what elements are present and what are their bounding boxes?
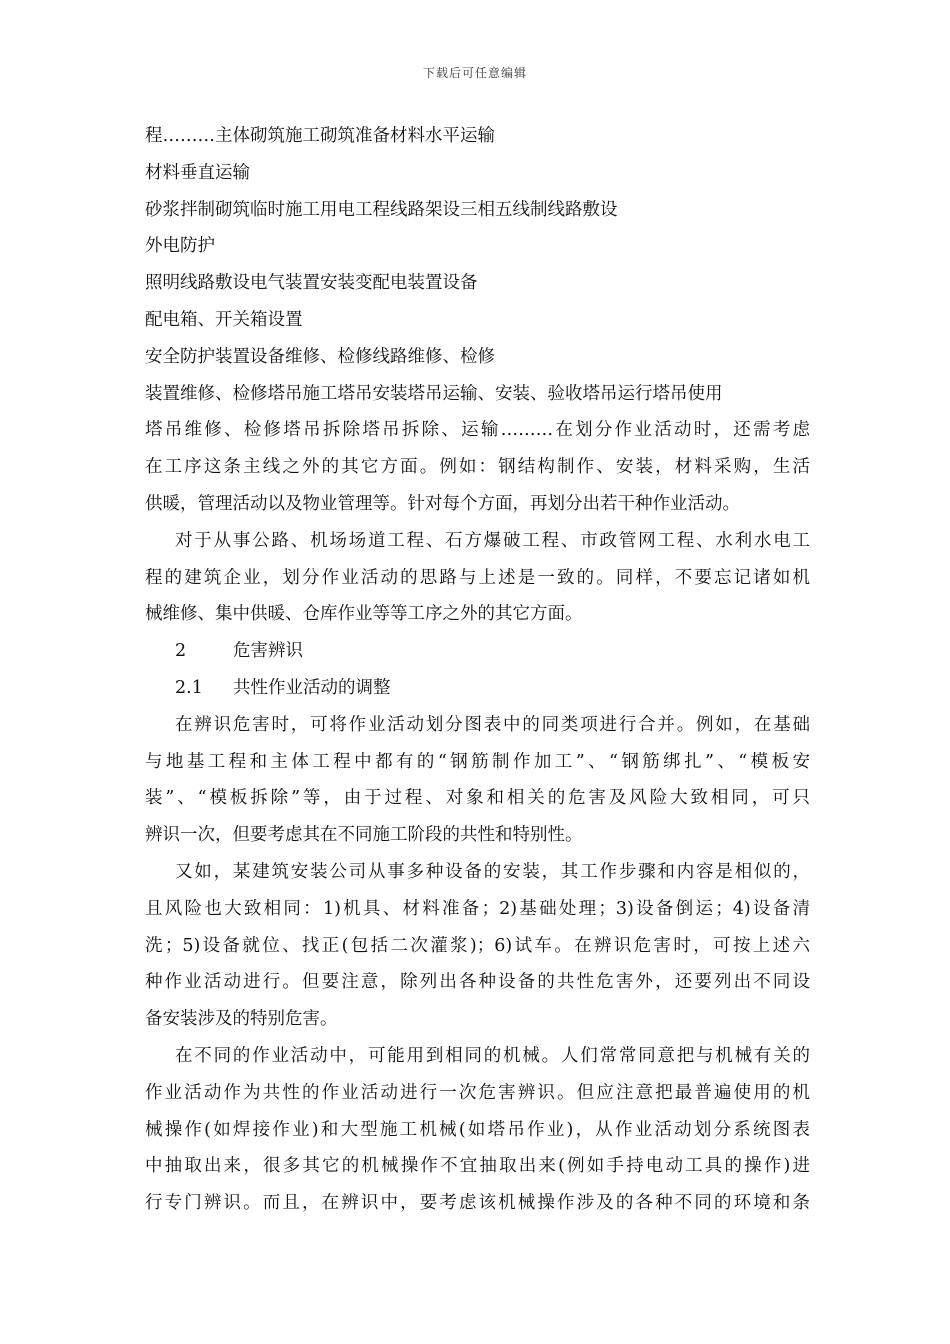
subsection-heading	[145, 670, 810, 707]
text-line: 程的建筑企业，划分作业活动的思路与上述是一致的。同样，不要忘记诸如机	[145, 567, 810, 588]
text-line: 辨识一次，但要考虑其在不同施工阶段的共性和特别性。	[145, 825, 583, 846]
text-line: 且风险也大致相同：1)机具、材料准备；2)基础处理；3)设备倒运；4)设备清	[145, 898, 810, 919]
text-line: 械操作(如焊接作业)和大型施工机械(如塔吊作业)，从作业活动划分系统图表	[145, 1119, 810, 1140]
document-body	[145, 118, 810, 1222]
text-line: 与地基工程和主体工程中都有的“钢筋制作加工”、“钢筋绑扎”、“模板安	[145, 751, 810, 772]
text-line: 程………主体砌筑施工砌筑准备材料水平运输	[145, 126, 495, 146]
text-line: 安全防护装置设备维修、检修线路维修、检修	[145, 346, 495, 367]
text-line: 砂浆拌制砌筑临时施工用电工程线路架设三相五线制线路敷设	[145, 199, 618, 220]
text-line: 备安装涉及的特别危害。	[145, 1009, 338, 1030]
paragraph	[145, 1038, 810, 1222]
text-line: 对于从事公路、机场场道工程、石方爆破工程、市政管网工程、水利水电工	[175, 530, 810, 551]
text-line: 塔吊维修、检修塔吊拆除塔吊拆除、运输………在划分作业活动时，还需考虑	[145, 420, 810, 441]
text-line: 洗；5)设备就位、找正(包括二次灌浆)；6)试车。在辨识危害时，可按上述六	[145, 935, 810, 956]
text-line: 作业活动作为共性的作业活动进行一次危害辨识。但应注意把最普遍使用的机	[145, 1082, 810, 1103]
text-line: 又如，某建筑安装公司从事多种设备的安装，其工作步骤和内容是相似的，	[175, 861, 810, 882]
subsection-title: 共性作业活动的调整	[233, 677, 391, 698]
text-line: 外电防护	[145, 236, 215, 257]
subsection-number: 2.1	[175, 677, 203, 698]
section-heading	[145, 633, 810, 670]
text-line: 种作业活动进行。但要注意，除列出各种设备的共性危害外，还要列出不同设	[145, 972, 810, 993]
text-line: 供暖，管理活动以及物业管理等。针对每个方面，再划分出若干种作业活动。	[145, 493, 740, 514]
paragraph	[145, 523, 810, 633]
paragraph	[145, 854, 810, 1038]
text-line: 械维修、集中供暖、仓库作业等等工序之外的其它方面。	[145, 604, 583, 625]
paragraph	[145, 412, 810, 522]
page-header: 下载后可任意编辑	[422, 66, 527, 80]
text-line: 材料垂直运输	[145, 162, 250, 183]
text-line: 中抽取出来，很多其它的机械操作不宜抽取出来(例如手持电动工具的操作)进	[145, 1156, 810, 1177]
text-line: 装置维修、检修塔吊施工塔吊安装塔吊运输、安装、验收塔吊运行塔吊使用	[145, 383, 723, 404]
section-number: 2	[175, 641, 187, 662]
paragraph	[145, 707, 810, 854]
text-line: 照明线路敷设电气装置安装变配电装置设备	[145, 273, 478, 294]
text-line: 装”、“模板拆除”等，由于过程、对象和相关的危害及风险大致相同，可只	[145, 788, 810, 809]
text-line: 行专门辨识。而且，在辨识中，要考虑该机械操作涉及的各种不同的环境和条	[145, 1193, 810, 1214]
text-line: 配电箱、开关箱设置	[145, 309, 303, 330]
text-line: 在辨识危害时，可将作业活动划分图表中的同类项进行合并。例如，在基础	[175, 714, 810, 735]
text-line: 在不同的作业活动中，可能用到相同的机械。人们常常同意把与机械有关的	[175, 1045, 810, 1066]
text-line: 在工序这条主线之外的其它方面。例如：钢结构制作、安装，材料采购，生活	[145, 457, 810, 478]
section-title: 危害辨识	[233, 641, 303, 662]
